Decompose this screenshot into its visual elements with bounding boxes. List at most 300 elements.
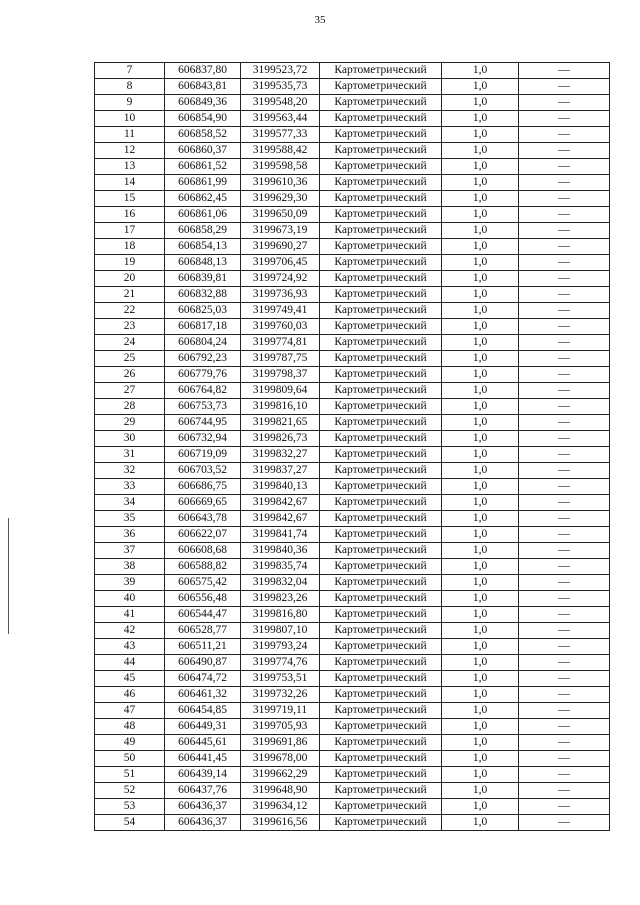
point-number-cell: 37 xyxy=(95,543,165,559)
accuracy-cell: 1,0 xyxy=(442,127,519,143)
table-row xyxy=(95,335,610,351)
point-number-cell: 10 xyxy=(95,111,165,127)
description-cell: — xyxy=(519,495,610,511)
x-coordinate-cell: 606449,31 xyxy=(165,719,241,735)
x-coordinate-cell: 606575,42 xyxy=(165,575,241,591)
point-number-cell: 29 xyxy=(95,415,165,431)
table-row xyxy=(95,303,610,319)
y-coordinate-cell: 3199690,27 xyxy=(241,239,320,255)
method-cell: Картометрический xyxy=(320,159,442,175)
y-coordinate-cell: 3199749,41 xyxy=(241,303,320,319)
y-coordinate-cell: 3199588,42 xyxy=(241,143,320,159)
accuracy-cell: 1,0 xyxy=(442,495,519,511)
y-coordinate-cell: 3199787,75 xyxy=(241,351,320,367)
y-coordinate-cell: 3199691,86 xyxy=(241,735,320,751)
accuracy-cell: 1,0 xyxy=(442,431,519,447)
point-number-cell: 48 xyxy=(95,719,165,735)
description-cell: — xyxy=(519,687,610,703)
y-coordinate-cell: 3199577,33 xyxy=(241,127,320,143)
method-cell: Картометрический xyxy=(320,527,442,543)
x-coordinate-cell: 606861,06 xyxy=(165,207,241,223)
point-number-cell: 47 xyxy=(95,703,165,719)
y-coordinate-cell: 3199535,73 xyxy=(241,79,320,95)
description-cell: — xyxy=(519,639,610,655)
description-cell: — xyxy=(519,271,610,287)
y-coordinate-cell: 3199823,26 xyxy=(241,591,320,607)
table-row xyxy=(95,527,610,543)
y-coordinate-cell: 3199706,45 xyxy=(241,255,320,271)
table-row xyxy=(95,271,610,287)
method-cell: Картометрический xyxy=(320,559,442,575)
point-number-cell: 15 xyxy=(95,191,165,207)
point-number-cell: 34 xyxy=(95,495,165,511)
method-cell: Картометрический xyxy=(320,495,442,511)
method-cell: Картометрический xyxy=(320,271,442,287)
accuracy-cell: 1,0 xyxy=(442,207,519,223)
x-coordinate-cell: 606544,47 xyxy=(165,607,241,623)
method-cell: Картометрический xyxy=(320,671,442,687)
method-cell: Картометрический xyxy=(320,431,442,447)
description-cell: — xyxy=(519,127,610,143)
y-coordinate-cell: 3199760,03 xyxy=(241,319,320,335)
point-number-cell: 35 xyxy=(95,511,165,527)
y-coordinate-cell: 3199629,30 xyxy=(241,191,320,207)
description-cell: — xyxy=(519,239,610,255)
point-number-cell: 45 xyxy=(95,671,165,687)
y-coordinate-cell: 3199832,27 xyxy=(241,447,320,463)
accuracy-cell: 1,0 xyxy=(442,799,519,815)
description-cell: — xyxy=(519,735,610,751)
method-cell: Картометрический xyxy=(320,63,442,79)
table-row xyxy=(95,79,610,95)
description-cell: — xyxy=(519,815,610,831)
table-row xyxy=(95,687,610,703)
point-number-cell: 32 xyxy=(95,463,165,479)
table-row xyxy=(95,127,610,143)
accuracy-cell: 1,0 xyxy=(442,463,519,479)
accuracy-cell: 1,0 xyxy=(442,671,519,687)
accuracy-cell: 1,0 xyxy=(442,479,519,495)
method-cell: Картометрический xyxy=(320,687,442,703)
point-number-cell: 40 xyxy=(95,591,165,607)
method-cell: Картометрический xyxy=(320,287,442,303)
point-number-cell: 8 xyxy=(95,79,165,95)
y-coordinate-cell: 3199616,56 xyxy=(241,815,320,831)
method-cell: Картометрический xyxy=(320,319,442,335)
table-row xyxy=(95,479,610,495)
description-cell: — xyxy=(519,303,610,319)
x-coordinate-cell: 606461,32 xyxy=(165,687,241,703)
x-coordinate-cell: 606556,48 xyxy=(165,591,241,607)
table-row xyxy=(95,111,610,127)
x-coordinate-cell: 606439,14 xyxy=(165,767,241,783)
description-cell: — xyxy=(519,319,610,335)
table-row xyxy=(95,719,610,735)
description-cell: — xyxy=(519,207,610,223)
method-cell: Картометрический xyxy=(320,143,442,159)
y-coordinate-cell: 3199832,04 xyxy=(241,575,320,591)
x-coordinate-cell: 606779,76 xyxy=(165,367,241,383)
method-cell: Картометрический xyxy=(320,783,442,799)
y-coordinate-cell: 3199598,58 xyxy=(241,159,320,175)
point-number-cell: 25 xyxy=(95,351,165,367)
accuracy-cell: 1,0 xyxy=(442,335,519,351)
y-coordinate-cell: 3199610,36 xyxy=(241,175,320,191)
accuracy-cell: 1,0 xyxy=(442,543,519,559)
description-cell: — xyxy=(519,111,610,127)
y-coordinate-cell: 3199736,93 xyxy=(241,287,320,303)
table-row xyxy=(95,463,610,479)
x-coordinate-cell: 606861,52 xyxy=(165,159,241,175)
table-row xyxy=(95,239,610,255)
accuracy-cell: 1,0 xyxy=(442,575,519,591)
point-number-cell: 17 xyxy=(95,223,165,239)
table-row xyxy=(95,655,610,671)
method-cell: Картометрический xyxy=(320,511,442,527)
point-number-cell: 54 xyxy=(95,815,165,831)
table-row xyxy=(95,175,610,191)
scan-artifact-line xyxy=(8,518,9,634)
description-cell: — xyxy=(519,63,610,79)
table-row xyxy=(95,63,610,79)
description-cell: — xyxy=(519,623,610,639)
accuracy-cell: 1,0 xyxy=(442,639,519,655)
point-number-cell: 36 xyxy=(95,527,165,543)
x-coordinate-cell: 606839,81 xyxy=(165,271,241,287)
y-coordinate-cell: 3199673,19 xyxy=(241,223,320,239)
description-cell: — xyxy=(519,479,610,495)
description-cell: — xyxy=(519,351,610,367)
x-coordinate-cell: 606861,99 xyxy=(165,175,241,191)
accuracy-cell: 1,0 xyxy=(442,527,519,543)
y-coordinate-cell: 3199705,93 xyxy=(241,719,320,735)
accuracy-cell: 1,0 xyxy=(442,351,519,367)
x-coordinate-cell: 606490,87 xyxy=(165,655,241,671)
description-cell: — xyxy=(519,79,610,95)
point-number-cell: 50 xyxy=(95,751,165,767)
accuracy-cell: 1,0 xyxy=(442,287,519,303)
x-coordinate-cell: 606669,65 xyxy=(165,495,241,511)
method-cell: Картометрический xyxy=(320,639,442,655)
y-coordinate-cell: 3199816,10 xyxy=(241,399,320,415)
x-coordinate-cell: 606854,90 xyxy=(165,111,241,127)
y-coordinate-cell: 3199835,74 xyxy=(241,559,320,575)
point-number-cell: 21 xyxy=(95,287,165,303)
point-number-cell: 20 xyxy=(95,271,165,287)
method-cell: Картометрический xyxy=(320,767,442,783)
description-cell: — xyxy=(519,783,610,799)
table-row xyxy=(95,383,610,399)
y-coordinate-cell: 3199774,81 xyxy=(241,335,320,351)
point-number-cell: 7 xyxy=(95,63,165,79)
x-coordinate-cell: 606511,21 xyxy=(165,639,241,655)
accuracy-cell: 1,0 xyxy=(442,143,519,159)
x-coordinate-cell: 606441,45 xyxy=(165,751,241,767)
x-coordinate-cell: 606622,07 xyxy=(165,527,241,543)
x-coordinate-cell: 606703,52 xyxy=(165,463,241,479)
point-number-cell: 24 xyxy=(95,335,165,351)
point-number-cell: 42 xyxy=(95,623,165,639)
point-number-cell: 26 xyxy=(95,367,165,383)
x-coordinate-cell: 606608,68 xyxy=(165,543,241,559)
method-cell: Картометрический xyxy=(320,751,442,767)
description-cell: — xyxy=(519,415,610,431)
y-coordinate-cell: 3199548,20 xyxy=(241,95,320,111)
description-cell: — xyxy=(519,367,610,383)
method-cell: Картометрический xyxy=(320,591,442,607)
point-number-cell: 30 xyxy=(95,431,165,447)
description-cell: — xyxy=(519,559,610,575)
x-coordinate-cell: 606804,24 xyxy=(165,335,241,351)
description-cell: — xyxy=(519,431,610,447)
table-row xyxy=(95,559,610,575)
point-number-cell: 9 xyxy=(95,95,165,111)
description-cell: — xyxy=(519,671,610,687)
point-number-cell: 23 xyxy=(95,319,165,335)
x-coordinate-cell: 606686,75 xyxy=(165,479,241,495)
description-cell: — xyxy=(519,543,610,559)
description-cell: — xyxy=(519,511,610,527)
x-coordinate-cell: 606848,13 xyxy=(165,255,241,271)
y-coordinate-cell: 3199809,64 xyxy=(241,383,320,399)
x-coordinate-cell: 606860,37 xyxy=(165,143,241,159)
point-number-cell: 49 xyxy=(95,735,165,751)
description-cell: — xyxy=(519,95,610,111)
description-cell: — xyxy=(519,655,610,671)
table-row xyxy=(95,767,610,783)
method-cell: Картометрический xyxy=(320,463,442,479)
x-coordinate-cell: 606862,45 xyxy=(165,191,241,207)
y-coordinate-cell: 3199841,74 xyxy=(241,527,320,543)
table-row xyxy=(95,447,610,463)
table-row xyxy=(95,399,610,415)
x-coordinate-cell: 606454,85 xyxy=(165,703,241,719)
table-row xyxy=(95,255,610,271)
table-row xyxy=(95,495,610,511)
point-number-cell: 39 xyxy=(95,575,165,591)
description-cell: — xyxy=(519,799,610,815)
method-cell: Картометрический xyxy=(320,79,442,95)
method-cell: Картометрический xyxy=(320,111,442,127)
table-row xyxy=(95,143,610,159)
y-coordinate-cell: 3199648,90 xyxy=(241,783,320,799)
x-coordinate-cell: 606837,80 xyxy=(165,63,241,79)
y-coordinate-cell: 3199807,10 xyxy=(241,623,320,639)
accuracy-cell: 1,0 xyxy=(442,159,519,175)
y-coordinate-cell: 3199662,29 xyxy=(241,767,320,783)
y-coordinate-cell: 3199826,73 xyxy=(241,431,320,447)
y-coordinate-cell: 3199821,65 xyxy=(241,415,320,431)
x-coordinate-cell: 606753,73 xyxy=(165,399,241,415)
y-coordinate-cell: 3199793,24 xyxy=(241,639,320,655)
accuracy-cell: 1,0 xyxy=(442,783,519,799)
coordinates-table xyxy=(94,62,610,831)
x-coordinate-cell: 606832,88 xyxy=(165,287,241,303)
accuracy-cell: 1,0 xyxy=(442,591,519,607)
method-cell: Картометрический xyxy=(320,719,442,735)
description-cell: — xyxy=(519,719,610,735)
description-cell: — xyxy=(519,463,610,479)
method-cell: Картометрический xyxy=(320,815,442,831)
description-cell: — xyxy=(519,287,610,303)
x-coordinate-cell: 606792,23 xyxy=(165,351,241,367)
description-cell: — xyxy=(519,575,610,591)
accuracy-cell: 1,0 xyxy=(442,399,519,415)
method-cell: Картометрический xyxy=(320,335,442,351)
point-number-cell: 43 xyxy=(95,639,165,655)
description-cell: — xyxy=(519,703,610,719)
x-coordinate-cell: 606817,18 xyxy=(165,319,241,335)
y-coordinate-cell: 3199798,37 xyxy=(241,367,320,383)
description-cell: — xyxy=(519,159,610,175)
description-cell: — xyxy=(519,335,610,351)
point-number-cell: 14 xyxy=(95,175,165,191)
y-coordinate-cell: 3199840,36 xyxy=(241,543,320,559)
description-cell: — xyxy=(519,591,610,607)
x-coordinate-cell: 606858,29 xyxy=(165,223,241,239)
method-cell: Картометрический xyxy=(320,703,442,719)
description-cell: — xyxy=(519,527,610,543)
y-coordinate-cell: 3199842,67 xyxy=(241,495,320,511)
table-row xyxy=(95,431,610,447)
table-row xyxy=(95,639,610,655)
table-row xyxy=(95,751,610,767)
coordinates-table-body xyxy=(95,63,610,831)
method-cell: Картометрический xyxy=(320,367,442,383)
table-row xyxy=(95,799,610,815)
description-cell: — xyxy=(519,751,610,767)
y-coordinate-cell: 3199724,92 xyxy=(241,271,320,287)
x-coordinate-cell: 606474,72 xyxy=(165,671,241,687)
point-number-cell: 31 xyxy=(95,447,165,463)
description-cell: — xyxy=(519,175,610,191)
accuracy-cell: 1,0 xyxy=(442,63,519,79)
table-row xyxy=(95,623,610,639)
x-coordinate-cell: 606764,82 xyxy=(165,383,241,399)
x-coordinate-cell: 606719,09 xyxy=(165,447,241,463)
accuracy-cell: 1,0 xyxy=(442,623,519,639)
accuracy-cell: 1,0 xyxy=(442,319,519,335)
point-number-cell: 19 xyxy=(95,255,165,271)
point-number-cell: 51 xyxy=(95,767,165,783)
x-coordinate-cell: 606854,13 xyxy=(165,239,241,255)
accuracy-cell: 1,0 xyxy=(442,111,519,127)
y-coordinate-cell: 3199774,76 xyxy=(241,655,320,671)
point-number-cell: 16 xyxy=(95,207,165,223)
accuracy-cell: 1,0 xyxy=(442,95,519,111)
accuracy-cell: 1,0 xyxy=(442,767,519,783)
table-row xyxy=(95,543,610,559)
method-cell: Картометрический xyxy=(320,207,442,223)
method-cell: Картометрический xyxy=(320,95,442,111)
table-row xyxy=(95,95,610,111)
x-coordinate-cell: 606643,78 xyxy=(165,511,241,527)
y-coordinate-cell: 3199837,27 xyxy=(241,463,320,479)
table-row xyxy=(95,207,610,223)
x-coordinate-cell: 606436,37 xyxy=(165,815,241,831)
method-cell: Картометрический xyxy=(320,127,442,143)
accuracy-cell: 1,0 xyxy=(442,223,519,239)
y-coordinate-cell: 3199634,12 xyxy=(241,799,320,815)
table-row xyxy=(95,703,610,719)
method-cell: Картометрический xyxy=(320,255,442,271)
method-cell: Картометрический xyxy=(320,799,442,815)
method-cell: Картометрический xyxy=(320,415,442,431)
point-number-cell: 38 xyxy=(95,559,165,575)
table-row xyxy=(95,575,610,591)
x-coordinate-cell: 606843,81 xyxy=(165,79,241,95)
method-cell: Картометрический xyxy=(320,303,442,319)
table-row xyxy=(95,815,610,831)
point-number-cell: 44 xyxy=(95,655,165,671)
page-number: 35 xyxy=(314,14,326,26)
method-cell: Картометрический xyxy=(320,623,442,639)
accuracy-cell: 1,0 xyxy=(442,383,519,399)
y-coordinate-cell: 3199678,00 xyxy=(241,751,320,767)
method-cell: Картометрический xyxy=(320,479,442,495)
point-number-cell: 22 xyxy=(95,303,165,319)
method-cell: Картометрический xyxy=(320,447,442,463)
x-coordinate-cell: 606445,61 xyxy=(165,735,241,751)
method-cell: Картометрический xyxy=(320,175,442,191)
y-coordinate-cell: 3199563,44 xyxy=(241,111,320,127)
accuracy-cell: 1,0 xyxy=(442,559,519,575)
table-row xyxy=(95,591,610,607)
method-cell: Картометрический xyxy=(320,383,442,399)
method-cell: Картометрический xyxy=(320,239,442,255)
x-coordinate-cell: 606858,52 xyxy=(165,127,241,143)
accuracy-cell: 1,0 xyxy=(442,239,519,255)
x-coordinate-cell: 606732,94 xyxy=(165,431,241,447)
table-row xyxy=(95,319,610,335)
x-coordinate-cell: 606588,82 xyxy=(165,559,241,575)
table-row xyxy=(95,223,610,239)
accuracy-cell: 1,0 xyxy=(442,175,519,191)
y-coordinate-cell: 3199753,51 xyxy=(241,671,320,687)
description-cell: — xyxy=(519,399,610,415)
y-coordinate-cell: 3199523,72 xyxy=(241,63,320,79)
table-row xyxy=(95,511,610,527)
accuracy-cell: 1,0 xyxy=(442,655,519,671)
x-coordinate-cell: 606437,76 xyxy=(165,783,241,799)
accuracy-cell: 1,0 xyxy=(442,735,519,751)
method-cell: Картометрический xyxy=(320,607,442,623)
x-coordinate-cell: 606744,95 xyxy=(165,415,241,431)
point-number-cell: 41 xyxy=(95,607,165,623)
accuracy-cell: 1,0 xyxy=(442,815,519,831)
point-number-cell: 12 xyxy=(95,143,165,159)
accuracy-cell: 1,0 xyxy=(442,511,519,527)
x-coordinate-cell: 606849,36 xyxy=(165,95,241,111)
method-cell: Картометрический xyxy=(320,735,442,751)
method-cell: Картометрический xyxy=(320,399,442,415)
accuracy-cell: 1,0 xyxy=(442,719,519,735)
accuracy-cell: 1,0 xyxy=(442,703,519,719)
table-row xyxy=(95,415,610,431)
point-number-cell: 33 xyxy=(95,479,165,495)
point-number-cell: 18 xyxy=(95,239,165,255)
table-row xyxy=(95,607,610,623)
accuracy-cell: 1,0 xyxy=(442,751,519,767)
accuracy-cell: 1,0 xyxy=(442,191,519,207)
description-cell: — xyxy=(519,143,610,159)
accuracy-cell: 1,0 xyxy=(442,447,519,463)
point-number-cell: 28 xyxy=(95,399,165,415)
method-cell: Картометрический xyxy=(320,351,442,367)
accuracy-cell: 1,0 xyxy=(442,415,519,431)
method-cell: Картометрический xyxy=(320,191,442,207)
description-cell: — xyxy=(519,383,610,399)
